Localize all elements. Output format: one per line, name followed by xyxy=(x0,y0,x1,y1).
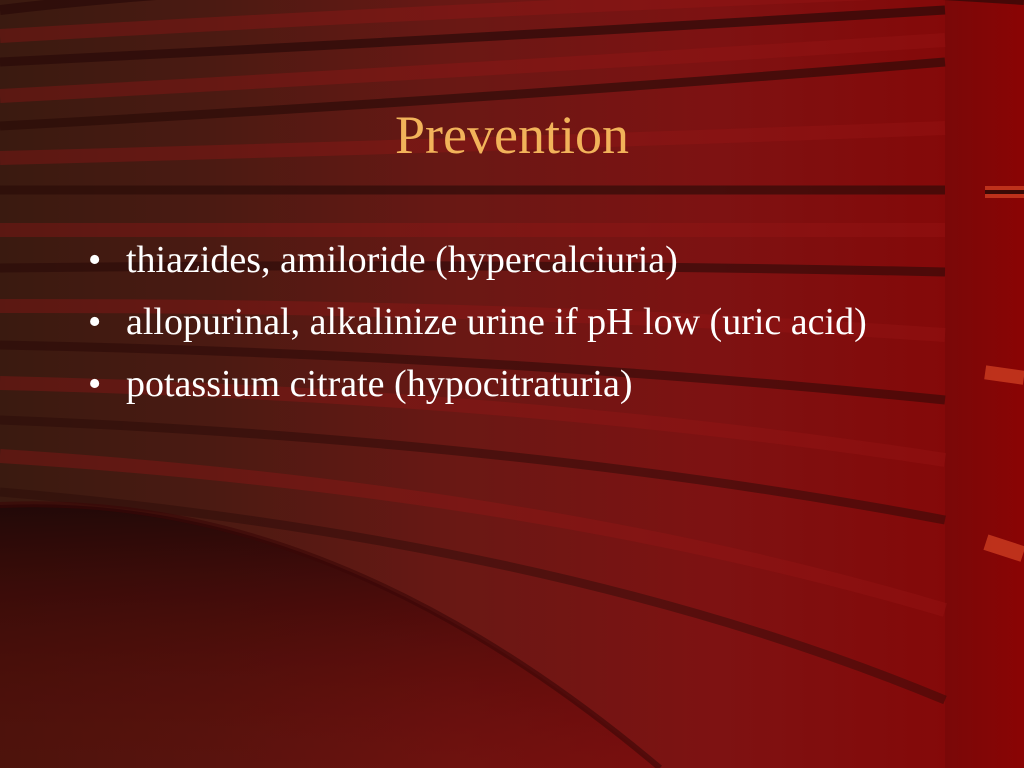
bullet-text: potassium citrate (hypocitraturia) xyxy=(126,363,633,405)
slide-title: Prevention xyxy=(395,105,629,165)
bullet-item xyxy=(88,294,928,351)
bullet-dot-icon: • xyxy=(88,239,102,281)
bottom-arc xyxy=(0,504,660,768)
bullet-list xyxy=(88,232,928,418)
bullet-item xyxy=(88,356,928,413)
bullet-item xyxy=(88,232,928,289)
bullet-dot-icon: • xyxy=(88,301,102,343)
bullet-text: thiazides, amiloride (hypercalciuria) xyxy=(126,239,678,281)
bullet-dot-icon: • xyxy=(88,363,102,405)
bullet-text: allopurinal, alkalinize urine if pH low (uric acid) xyxy=(126,301,867,343)
